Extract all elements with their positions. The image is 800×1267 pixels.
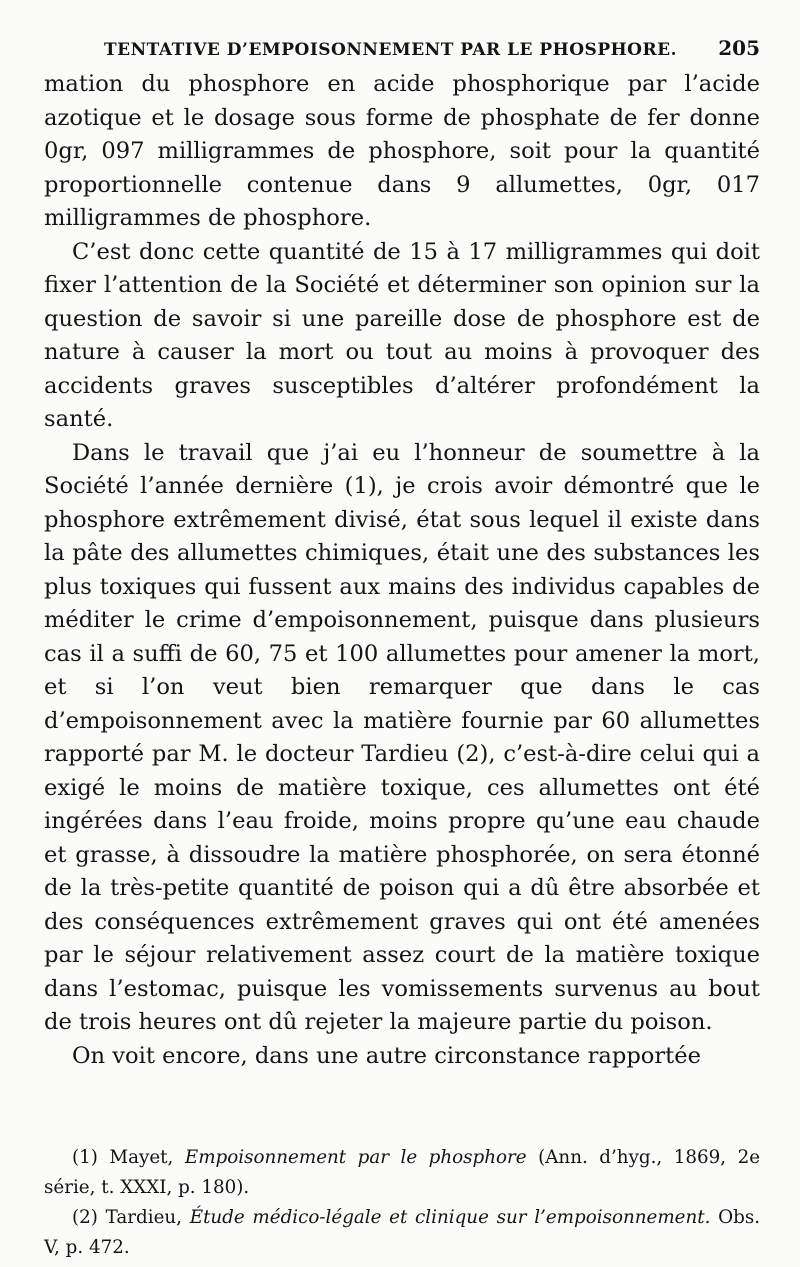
body-text <box>44 68 760 1073</box>
footnote-author: Mayet, <box>109 1147 174 1168</box>
page-number: 205 <box>718 36 760 60</box>
footnote-1 <box>44 1143 760 1203</box>
paragraph: On voit encore, dans une autre circonstance rapportée <box>72 1042 702 1069</box>
footnote-author: Tardieu, <box>105 1207 182 1228</box>
paragraph-continued: mation du phosphore en acide phosphorique par l’acide azotique et le dosage sous forme de phosphate de fer donne 0gr, 097 milligrammes de phosphore, soit pour la quantité proportionnelle contenue dans 9 allumettes, 0gr, 017 milligrammes de phosphore. <box>44 71 760 231</box>
footnote-2 <box>44 1203 760 1263</box>
footnote-title: Empoisonnement par le phosphore <box>184 1147 527 1168</box>
footnote-mark: (2) <box>72 1207 98 1228</box>
paragraph: Dans le travail que j’ai eu l’honneur de soumettre à la Société l’année dernière (1), je crois avoir démontré que le phosphore extrêmement divisé, état sous lequel il existe dans la pâte des allumettes chimiques, était une des substances les plus toxiques qui fussent aux mains des individus capables de méditer le crime d’empoisonnement, puisque dans plusieurs cas il a suffi de 60, 75 et 100 allumettes pour amener la mort, et si l’on veut bien remarquer que dans le cas d’empoisonnement avec la matière fournie par 60 allumettes rapporté par M. le docteur Tardieu (2), c’est-à-dire celui qui a exigé le moins de matière toxique, ces allumettes ont été ingérées dans l’eau froide, moins propre qu’une eau chaude et grasse, à dissoudre la matière phosphorée, on sera étonné de la très-petite quantité de poison qui a dû être absorbée et des conséquences extrêmement graves qui ont été amenées par le séjour relativement assez court de la matière toxique dans l’estomac, puisque les vomissements survenus au bout de trois heures ont dû rejeter la majeure partie du poison. <box>44 439 760 1035</box>
footnote-title: Étude médico-légale et clinique sur l’empoisonnement. <box>189 1207 711 1228</box>
footnote-reference: Obs. V, p. 472. <box>44 1207 761 1258</box>
footnote-mark: (1) <box>72 1147 98 1168</box>
footnote-reference: (Ann. d’hyg., 1869, 2e série, t. XXXI, p. 180). <box>44 1147 761 1198</box>
paragraph: C’est donc cette quantité de 15 à 17 milligrammes qui doit fixer l’attention de la Société et déterminer son opinion sur la question de savoir si une pareille dose de phosphore est de nature à causer la mort ou tout au moins à provoquer des accidents graves susceptibles d’altérer profondément la santé. <box>44 238 760 432</box>
footnotes <box>44 1143 760 1263</box>
running-title: TENTATIVE D’EMPOISONNEMENT PAR LE PHOSPHORE. <box>104 40 677 60</box>
running-head <box>44 36 760 68</box>
book-page <box>44 36 761 1258</box>
